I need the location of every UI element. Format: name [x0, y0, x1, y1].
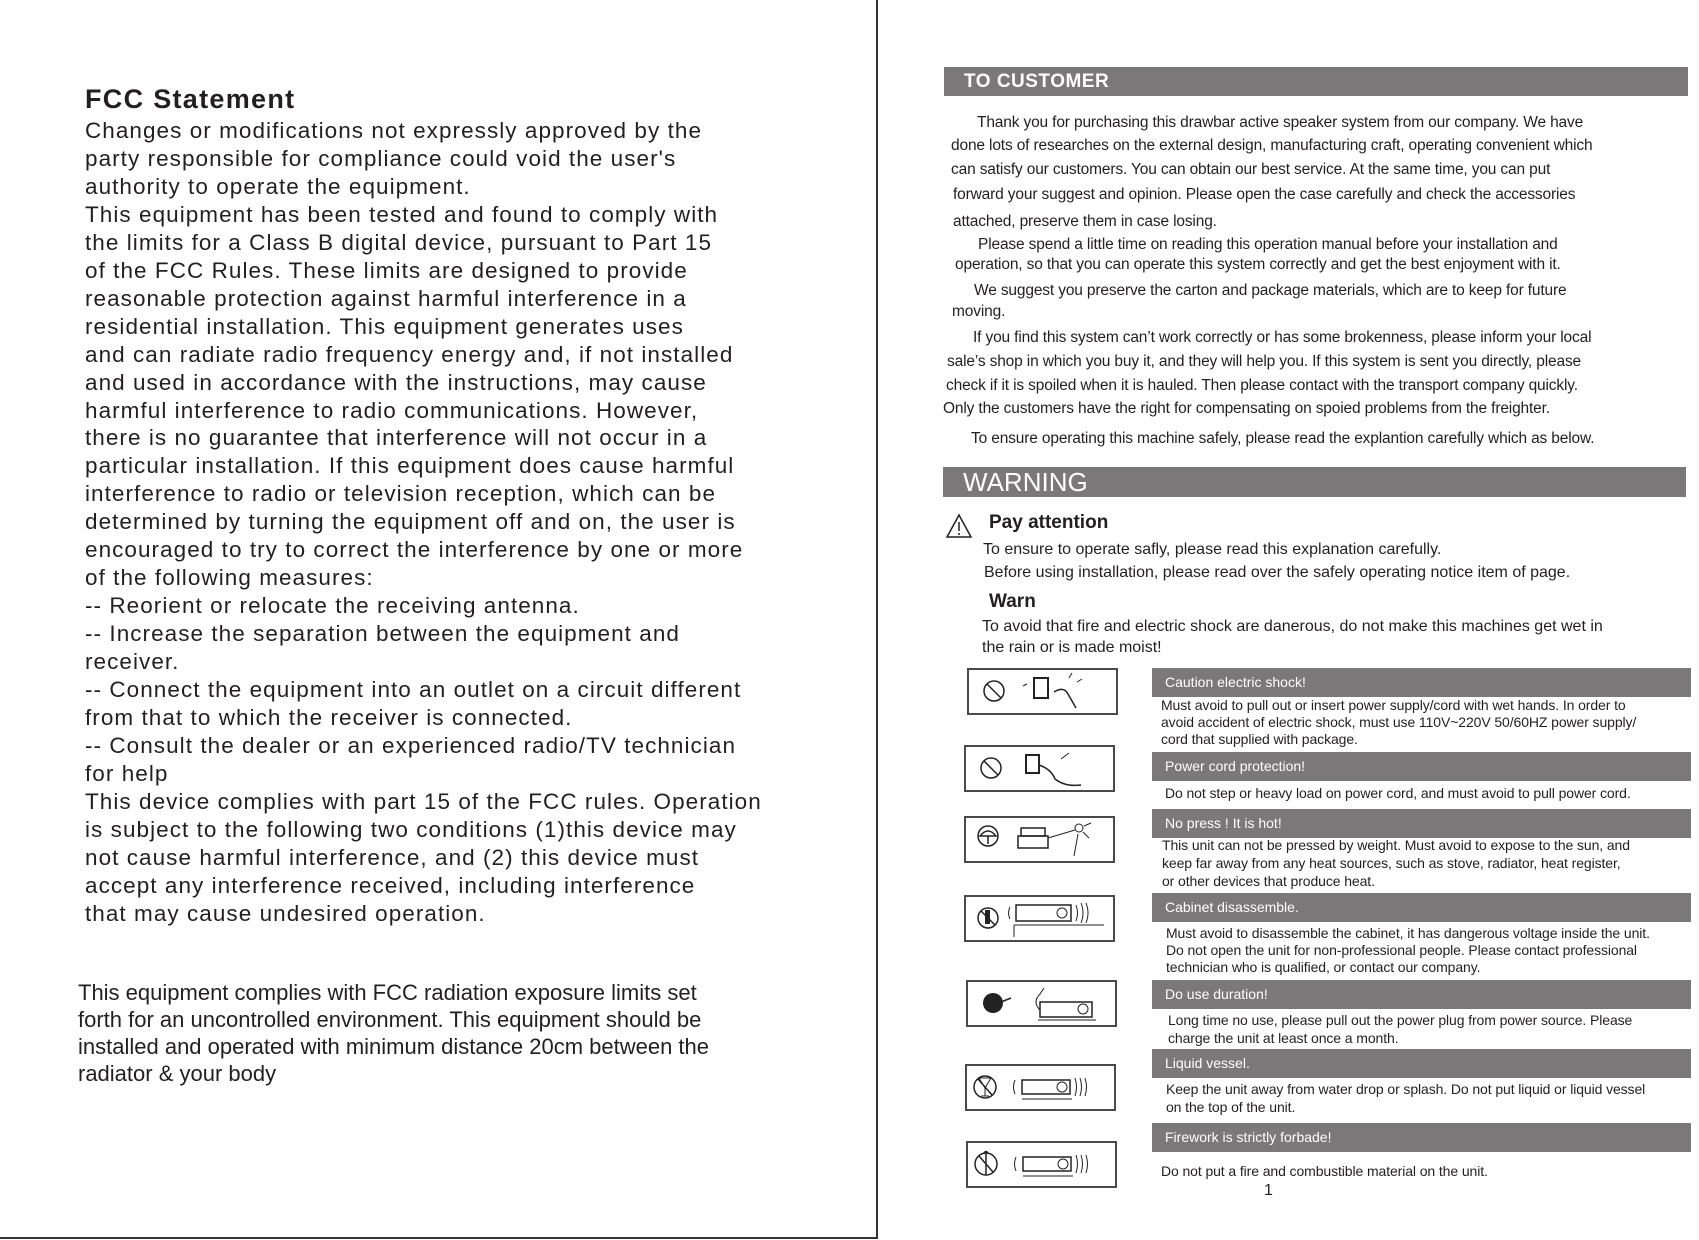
fcc-text-line: -- Connect the equipment into an outlet on a circuit different [85, 677, 742, 703]
item-text-line: Do not step or heavy load on power cord, and must avoid to pull power cord. [1165, 785, 1631, 801]
no-fire-icon [966, 1141, 1117, 1188]
fcc-text-line: not cause harmful interference, and (2) this device must [85, 844, 700, 870]
rf-text-line: This equipment complies with FCC radiation exposure limits set [78, 980, 697, 1005]
fcc-text-line: there is no guarantee that interference will not occur in a [85, 425, 708, 451]
customer-text-line: can satisfy our customers. You can obtain our best service. At the same time, you can put [951, 161, 1551, 178]
page-divider [876, 0, 878, 1238]
customer-text-line: If you find this system can’t work correctly or has some brokenness, please inform your local [973, 329, 1592, 346]
fcc-text-line: accept any interference received, including interference [85, 872, 696, 898]
item-text-line: on the top of the unit. [1166, 1099, 1296, 1115]
fcc-text-line: Changes or modifications not expressly approved by the [85, 118, 703, 143]
no-liquid-icon [965, 1064, 1116, 1111]
pay-attention-line: To ensure to operate safly, please read this explanation carefully. [983, 541, 1442, 558]
customer-text-line: check if it is spoiled when it is hauled. Then please contact with the transport company quickly. [946, 377, 1578, 394]
item-text-line: avoid accident of electric shock, must use 110V~220V 50/60HZ power supply/ [1161, 714, 1637, 730]
power-cord-icon [964, 745, 1115, 792]
item-text-line: Keep the unit away from water drop or splash. Do not put liquid or liquid vessel [1166, 1081, 1646, 1097]
warning-triangle-icon [945, 513, 973, 539]
fcc-text-line: of the FCC Rules. These limits are designed to provide [85, 257, 688, 283]
rf-text-line: radiator & your body [78, 1061, 277, 1087]
fcc-text-line: is subject to the following two conditions (1)this device may [85, 816, 737, 842]
pay-attention-line: Before using installation, please read over the safely operating notice item of page. [984, 564, 1571, 581]
item-text-line: technician who is qualified, or contact our company. [1166, 959, 1481, 975]
fcc-text-line: and can radiate radio frequency energy and, if not installed [85, 341, 734, 367]
fcc-text-line: residential installation. This equipment generates uses [85, 313, 684, 339]
rf-exposure-statement [78, 979, 709, 1087]
item-text-line: Must avoid to disassemble the cabinet, it has dangerous voltage inside the unit. [1166, 925, 1650, 941]
item-title-bar: Liquid vessel. [1152, 1049, 1691, 1078]
fcc-text-line: receiver. [85, 649, 180, 675]
item-text-line: cord that supplied with package. [1161, 731, 1358, 747]
item-text-line: Do not put a fire and combustible material on the unit. [1161, 1163, 1488, 1179]
item-text-line: Do not open the unit for non-professional people. Please contact professional [1166, 942, 1637, 958]
fcc-text-line: This equipment has been tested and found to comply with [85, 201, 719, 227]
item-title-bar: No press ! It is hot! [1152, 809, 1691, 838]
item-text-line: or other devices that produce heat. [1162, 873, 1375, 889]
warning-header: WARNING [943, 467, 1686, 497]
fcc-text-line: from that to which the receiver is connected. [85, 705, 573, 731]
customer-text-line: forward your suggest and opinion. Please open the case carefully and check the accessories [953, 186, 1576, 203]
no-press-hot-icon [964, 816, 1115, 863]
fcc-text-line: interference to radio or television reception, which can be [85, 481, 717, 507]
warn-line: To avoid that fire and electric shock are danerous, do not make this machines get wet in [982, 618, 1603, 635]
customer-text-line: operation, so that you can operate this system correctly and get the best enjoyment with it. [955, 256, 1561, 273]
fcc-text-line: the limits for a Class B digital device, pursuant to Part 15 [85, 229, 713, 255]
fcc-text-line: that may cause undesired operation. [85, 900, 486, 926]
page-bottom-rule [0, 1237, 878, 1239]
item-title-bar: Firework is strictly forbade! [1152, 1123, 1691, 1152]
fcc-title: FCC Statement [85, 84, 296, 114]
fcc-text-line: -- Reorient or relocate the receiving antenna. [85, 593, 580, 619]
customer-text-line: Thank you for purchasing this drawbar active speaker system from our company. We have [977, 114, 1584, 131]
item-text-line: charge the unit at least once a month. [1168, 1030, 1399, 1046]
item-text-line: This unit can not be pressed by weight. Must avoid to expose to the sun, and [1162, 837, 1630, 853]
warn-heading: Warn [989, 591, 1036, 612]
customer-text-line: Only the customers have the right for compensating on spoied problems from the freighter. [943, 400, 1550, 417]
pay-attention-heading: Pay attention [989, 512, 1109, 533]
customer-text-line: We suggest you preserve the carton and package materials, which are to keep for future [974, 282, 1567, 299]
item-text-line: Long time no use, please pull out the power plug from power source. Please [1168, 1012, 1633, 1028]
fcc-text-line: particular installation. If this equipment does cause harmful [85, 453, 735, 479]
fcc-text-line: determined by turning the equipment off and on, the user is [85, 509, 736, 535]
fcc-text-line: -- Increase the separation between the equipment and [85, 621, 680, 647]
rf-text-line: installed and operated with minimum distance 20cm between the [78, 1034, 710, 1060]
fcc-statement [85, 117, 762, 928]
fcc-text-line: party responsible for compliance could void the user's [85, 145, 677, 171]
fcc-text-line: -- Consult the dealer or an experienced radio/TV technician [85, 732, 737, 758]
fcc-text-line: and used in accordance with the instructions, may cause [85, 369, 707, 395]
item-title-bar: Do use duration! [1152, 980, 1691, 1009]
fcc-text-line: This device complies with part 15 of the FCC rules. Operation [85, 788, 762, 814]
customer-text-line: To ensure operating this machine safely, please read the explantion carefully which as below. [971, 430, 1595, 447]
fcc-text-line: encouraged to try to correct the interference by one or more [85, 537, 744, 563]
customer-text-line: Please spend a little time on reading this operation manual before your installation and [978, 236, 1558, 253]
customer-text-line: done lots of researches on the external design, manufacturing craft, operating convenient which [951, 137, 1593, 154]
electric-shock-icon [967, 668, 1118, 715]
fcc-text-line: of the following measures: [85, 565, 374, 591]
to-customer-header: TO CUSTOMER [944, 67, 1688, 96]
customer-text-line: sale’s shop in which you buy it, and they will help you. If this system is sent you directly, please [947, 353, 1582, 370]
item-title-bar: Caution electric shock! [1152, 668, 1691, 697]
item-title-bar: Power cord protection! [1152, 752, 1691, 781]
unplug-icon [966, 980, 1117, 1027]
fcc-text-line: reasonable protection against harmful interference in a [85, 285, 687, 311]
customer-text-line: moving. [952, 303, 1006, 320]
fcc-text-line: for help [85, 760, 169, 786]
page-number: 1 [1264, 1182, 1273, 1199]
customer-text-line: attached, preserve them in case losing. [953, 213, 1217, 230]
warn-line: the rain or is made moist! [982, 639, 1162, 656]
no-disassemble-icon [964, 895, 1115, 942]
fcc-text-line: harmful interference to radio communications. However, [85, 397, 699, 423]
fcc-text-line: authority to operate the equipment. [85, 173, 471, 199]
item-text-line: Must avoid to pull out or insert power supply/cord with wet hands. In order to [1161, 697, 1626, 713]
rf-text-line: forth for an uncontrolled environment. This equipment should be [78, 1007, 702, 1033]
item-text-line: keep far away from any heat sources, such as stove, radiator, heat register, [1162, 855, 1621, 871]
item-title-bar: Cabinet disassemble. [1152, 893, 1691, 922]
